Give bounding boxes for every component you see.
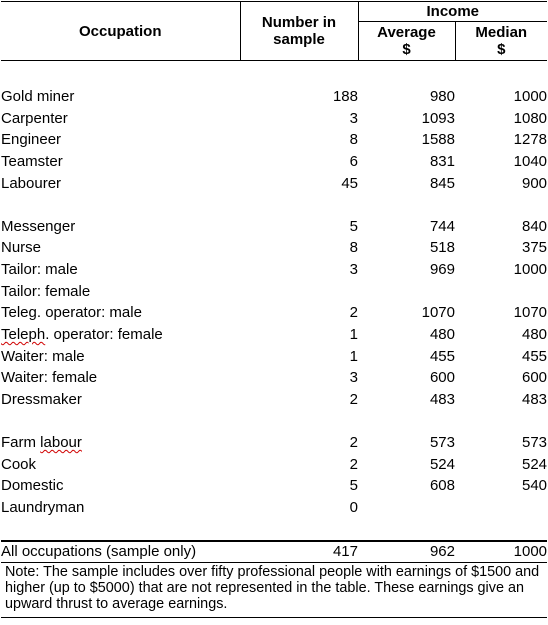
occupation-text: Farm bbox=[1, 433, 41, 451]
average-income-cell: 480 bbox=[429, 326, 455, 344]
header-income: Income bbox=[358, 2, 547, 22]
table-row bbox=[1, 108, 547, 130]
table-row bbox=[1, 173, 547, 195]
occupation-cell: Cook bbox=[1, 455, 37, 473]
median-income-cell: 1040 bbox=[513, 153, 548, 171]
header-occupation: Occupation bbox=[1, 2, 240, 61]
occupation-cell: Waiter: male bbox=[1, 347, 85, 365]
header-number-in-sample bbox=[240, 2, 358, 61]
group-spacer bbox=[1, 519, 547, 541]
average-income-cell: 600 bbox=[429, 369, 455, 387]
average-income-cell: 573 bbox=[429, 433, 455, 451]
occupation-cell: Waiter: female bbox=[1, 369, 98, 387]
header-median bbox=[455, 22, 547, 61]
total-label: All occupations (sample only) bbox=[1, 541, 240, 563]
median-income-cell: 573 bbox=[521, 433, 548, 451]
average-income-cell: 744 bbox=[429, 217, 455, 235]
average-income-cell: 1070 bbox=[421, 304, 455, 322]
sample-count-cell: 8 bbox=[349, 131, 358, 149]
header-average-line2: $ bbox=[402, 41, 411, 58]
median-income-cell: 900 bbox=[521, 174, 548, 192]
table-row bbox=[1, 389, 547, 411]
average-income-cell: 455 bbox=[429, 347, 455, 365]
sample-count-cell: 188 bbox=[332, 88, 358, 105]
header-median-line2: $ bbox=[497, 41, 506, 58]
median-income-cell bbox=[455, 281, 547, 303]
median-income-cell: 1070 bbox=[513, 304, 548, 322]
median-income-cell bbox=[455, 497, 547, 519]
table-row bbox=[1, 259, 547, 281]
table-header bbox=[1, 2, 547, 61]
occupation-cell bbox=[1, 324, 240, 346]
median-income-cell: 1278 bbox=[513, 131, 548, 149]
median-income-cell: 1000 bbox=[513, 260, 548, 278]
table-row bbox=[1, 281, 547, 303]
average-income-cell: 608 bbox=[429, 477, 455, 495]
group-spacer bbox=[1, 411, 547, 432]
occupation-cell bbox=[1, 432, 240, 454]
sample-count-cell: 5 bbox=[349, 477, 358, 495]
table-row bbox=[1, 237, 547, 259]
header-average bbox=[358, 22, 455, 61]
spacer-cell bbox=[1, 519, 547, 541]
occupation-text: . operator: female bbox=[45, 326, 163, 344]
sample-count-cell: 8 bbox=[349, 239, 358, 257]
average-income-cell: 524 bbox=[429, 455, 455, 473]
spacer-cell bbox=[1, 195, 547, 216]
average-income-cell bbox=[358, 497, 455, 519]
median-income-cell: 1000 bbox=[513, 88, 548, 105]
sample-count-cell: 2 bbox=[349, 391, 358, 409]
sample-count-cell: 3 bbox=[349, 260, 358, 278]
table-row bbox=[1, 324, 547, 346]
occupation-cell: Gold miner bbox=[1, 88, 75, 105]
sample-count-cell: 2 bbox=[349, 433, 358, 451]
sample-count-cell: 2 bbox=[349, 304, 358, 322]
occupation-cell: Dressmaker bbox=[1, 391, 82, 409]
table-row bbox=[1, 475, 547, 497]
average-income-cell: 518 bbox=[429, 239, 455, 257]
median-income-cell: 540 bbox=[521, 477, 548, 495]
table-row bbox=[1, 367, 547, 389]
occupation-cell: Labourer bbox=[1, 174, 62, 192]
table-row bbox=[1, 86, 547, 108]
table-row bbox=[1, 497, 547, 519]
table-row bbox=[1, 129, 547, 151]
occupation-cell: Laundryman bbox=[1, 498, 85, 516]
average-income-cell: 1093 bbox=[421, 109, 455, 127]
occupation-income-table bbox=[1, 1, 547, 618]
sample-count-cell: 45 bbox=[341, 174, 358, 192]
average-income-cell: 969 bbox=[429, 260, 455, 278]
total-average: 962 bbox=[358, 541, 455, 563]
table-body bbox=[1, 61, 547, 541]
average-income-cell bbox=[358, 281, 455, 303]
table-row bbox=[1, 432, 547, 454]
spacer-cell bbox=[1, 61, 547, 87]
table-row bbox=[1, 454, 547, 476]
median-income-cell: 375 bbox=[521, 239, 548, 257]
occupation-cell: Messenger bbox=[1, 217, 76, 235]
median-income-cell: 840 bbox=[521, 217, 548, 235]
occupation-cell: Engineer bbox=[1, 131, 62, 149]
median-income-cell: 1080 bbox=[513, 109, 548, 127]
table-row bbox=[1, 346, 547, 368]
occupation-cell: Nurse bbox=[1, 239, 42, 257]
total-count: 417 bbox=[240, 541, 358, 563]
occupation-cell: Tailor: female bbox=[1, 282, 91, 300]
median-income-cell: 480 bbox=[521, 326, 548, 344]
occupation-text-spellcheck: labour bbox=[40, 433, 82, 451]
table-note: Note: The sample includes over fifty professional people with earnings of $1500 and higher (up to $5000) that are not represented in the table. These earnings give an upward thrust to average earnings. bbox=[1, 562, 547, 617]
sample-count-cell: 6 bbox=[349, 153, 358, 171]
table-footer bbox=[1, 541, 547, 617]
median-income-cell: 524 bbox=[521, 455, 548, 473]
table-row bbox=[1, 302, 547, 324]
average-income-cell: 1588 bbox=[421, 131, 455, 149]
average-income-cell: 831 bbox=[429, 153, 455, 171]
median-income-cell: 483 bbox=[521, 391, 548, 409]
occupation-cell: Carpenter bbox=[1, 109, 68, 127]
sample-count-cell: 3 bbox=[349, 109, 358, 127]
sample-count-cell bbox=[240, 281, 358, 303]
total-row bbox=[1, 541, 547, 563]
header-average-line1: Average bbox=[377, 24, 436, 41]
median-income-cell: 455 bbox=[521, 347, 548, 365]
sample-count-cell: 2 bbox=[349, 455, 358, 473]
average-income-cell: 845 bbox=[429, 174, 455, 192]
occupation-cell: Tailor: male bbox=[1, 260, 78, 278]
average-income-cell: 980 bbox=[429, 88, 455, 105]
group-spacer bbox=[1, 195, 547, 216]
occupation-cell: Teamster bbox=[1, 153, 63, 171]
occupation-cell: Teleg. operator: male bbox=[1, 304, 142, 322]
group-spacer bbox=[1, 61, 547, 87]
sample-count-cell: 0 bbox=[349, 498, 358, 516]
spacer-cell bbox=[1, 411, 547, 432]
sample-count-cell: 1 bbox=[349, 326, 358, 344]
total-median: 1000 bbox=[455, 541, 547, 563]
table-row bbox=[1, 216, 547, 238]
header-median-line1: Median bbox=[475, 24, 528, 41]
header-number-line2: sample bbox=[273, 31, 325, 48]
table-row bbox=[1, 151, 547, 173]
median-income-cell: 600 bbox=[521, 369, 548, 387]
sample-count-cell: 5 bbox=[349, 217, 358, 235]
occupation-text-spellcheck: Teleph bbox=[1, 326, 46, 344]
sample-count-cell: 3 bbox=[349, 369, 358, 387]
sample-count-cell: 1 bbox=[349, 347, 358, 365]
occupation-cell: Domestic bbox=[1, 477, 64, 495]
average-income-cell: 483 bbox=[429, 391, 455, 409]
header-number-line1: Number in bbox=[261, 14, 337, 31]
